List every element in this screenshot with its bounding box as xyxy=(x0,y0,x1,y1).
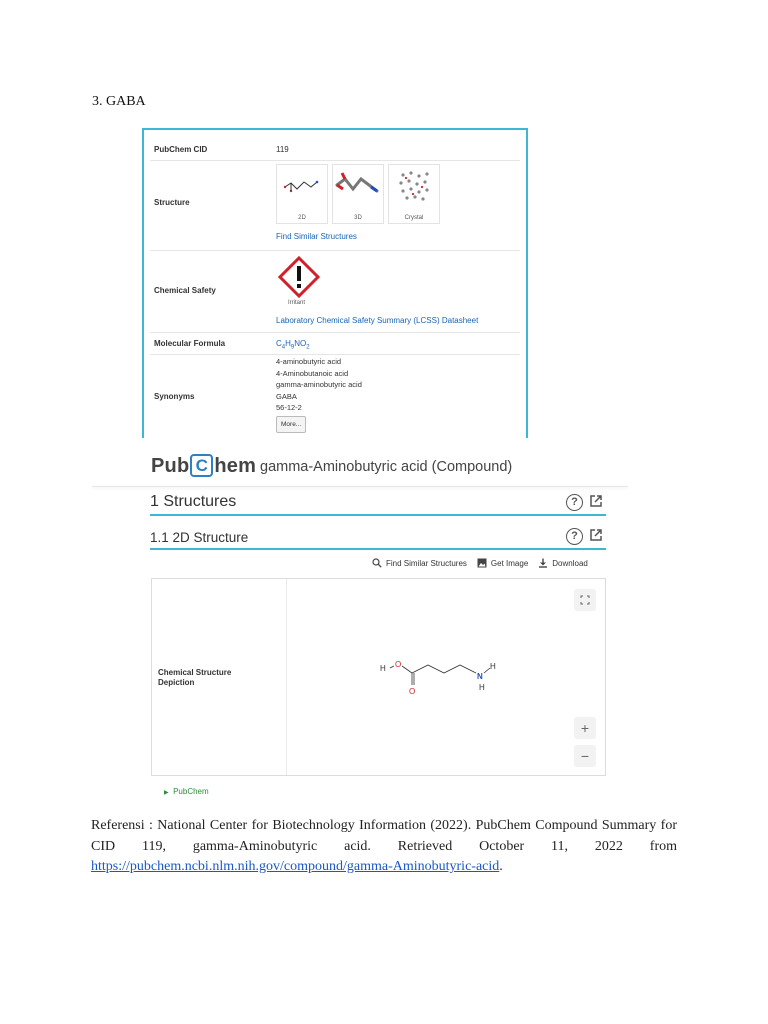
compound-summary-panel xyxy=(142,128,528,438)
irritant-hazard-icon xyxy=(278,256,320,298)
section-structures-actions xyxy=(566,494,603,511)
atom-h-top: H xyxy=(490,662,496,671)
gaba-2d-structure xyxy=(378,657,508,707)
synonym-item: 4-Aminobutanoic acid xyxy=(276,368,349,378)
thumb-2d[interactable] xyxy=(276,164,328,224)
molecular-formula[interactable]: $C_4H_9NO_2$ xyxy=(276,339,310,351)
synonym-item: 4-aminobutyric acid xyxy=(276,357,342,366)
section-structures-underline xyxy=(150,514,606,516)
download-label: Download xyxy=(552,558,588,568)
crystal-structure-icon xyxy=(389,165,439,205)
more-synonyms-button[interactable]: More... xyxy=(276,416,306,434)
help-icon[interactable]: ? xyxy=(566,528,583,545)
cid-label: PubChem CID xyxy=(154,145,208,154)
synonym-item: 56-12-2 xyxy=(276,403,302,412)
cid-value: 119 xyxy=(276,145,289,154)
download-icon xyxy=(538,558,548,568)
section-2d-structure-title: 1.1 2D Structure xyxy=(150,530,249,545)
download-button[interactable] xyxy=(538,558,588,568)
section-2d-underline xyxy=(150,548,606,550)
structure-toolbar xyxy=(372,558,588,568)
thumb-crystal[interactable] xyxy=(388,164,440,224)
atom-o-top: O xyxy=(395,660,402,669)
atom-h-bottom: H xyxy=(479,683,485,692)
reference-paragraph: Referensi : National Center for Biotechnology Information (2022). PubChem Compound Summary for CID 119, gamma-Aminobutyric acid. Retrieved October 11, 2022 from https://pubchem.ncbi.nlm.nih.gov/compound/gamma-Aminobutyric-acid. xyxy=(91,818,677,874)
find-similar-structures-button[interactable] xyxy=(372,558,467,568)
atom-n: N xyxy=(477,672,483,681)
formula-row xyxy=(150,332,520,355)
pubchem-source-link[interactable]: ▶ PubChem xyxy=(164,787,209,796)
image-icon xyxy=(477,558,487,568)
synonyms-list xyxy=(276,356,362,433)
structure-row xyxy=(150,160,520,251)
triangle-right-icon: ▶ xyxy=(164,790,169,796)
header-divider xyxy=(92,486,628,487)
fullscreen-button[interactable] xyxy=(574,589,596,611)
synonym-item: GABA xyxy=(276,391,297,401)
search-icon xyxy=(372,558,382,568)
get-image-button[interactable] xyxy=(477,558,528,568)
thumb-3d-caption: 3D xyxy=(354,215,362,221)
safety-label: Chemical Safety xyxy=(154,286,216,295)
section-heading: 3. GABA xyxy=(92,94,146,109)
synonyms-row xyxy=(150,354,520,436)
find-similar-link[interactable]: Find Similar Structures xyxy=(276,232,357,241)
find-similar-label: Find Similar Structures xyxy=(386,558,467,568)
external-link-icon[interactable] xyxy=(589,494,603,508)
external-link-icon[interactable] xyxy=(589,528,603,542)
formula-label: Molecular Formula xyxy=(154,339,226,348)
zoom-out-button[interactable]: − xyxy=(574,745,596,767)
depiction-label: Chemical Structure Depiction xyxy=(158,668,232,687)
atom-h-left: H xyxy=(380,664,386,673)
pubchem-logo[interactable]: Pub C hem xyxy=(151,455,257,477)
section-structures-title: 1 Structures xyxy=(150,493,237,510)
depiction-label-cell xyxy=(152,579,287,775)
compound-title: gamma-Aminobutyric acid (Compound) xyxy=(260,459,513,475)
reference-link[interactable]: https://pubchem.ncbi.nlm.nih.gov/compound/gamma-Aminobutyric-acid xyxy=(91,859,500,874)
structure-label: Structure xyxy=(154,198,190,207)
safety-row xyxy=(150,250,520,333)
synonym-item: gamma-aminobutyric acid xyxy=(276,380,362,389)
get-image-label: Get Image xyxy=(490,558,529,568)
atom-o-bottom: O xyxy=(409,687,416,696)
molecule-3d-icon xyxy=(333,165,383,205)
zoom-in-button[interactable]: + xyxy=(574,717,596,739)
section-2d-actions xyxy=(566,528,603,545)
thumb-crystal-caption: Crystal xyxy=(404,215,424,221)
cid-row xyxy=(150,136,520,161)
expand-icon xyxy=(580,595,590,605)
lcss-link[interactable]: Laboratory Chemical Safety Summary (LCSS) Datasheet xyxy=(276,316,479,325)
help-icon[interactable]: ? xyxy=(566,494,583,511)
synonyms-label: Synonyms xyxy=(154,392,195,401)
thumb-3d[interactable] xyxy=(332,164,384,224)
molecule-2d-icon xyxy=(277,165,327,205)
structure-depiction-panel xyxy=(151,578,606,776)
irritant-caption: Irritant xyxy=(288,300,306,306)
reference-text: Referensi : National Center for Biotechnology Information (2022). PubChem Compound Summary for CID 119, gamma-Aminobutyric acid. Retrieved October 11, 2022 from xyxy=(91,818,677,854)
thumb-2d-caption: 2D xyxy=(298,215,306,221)
